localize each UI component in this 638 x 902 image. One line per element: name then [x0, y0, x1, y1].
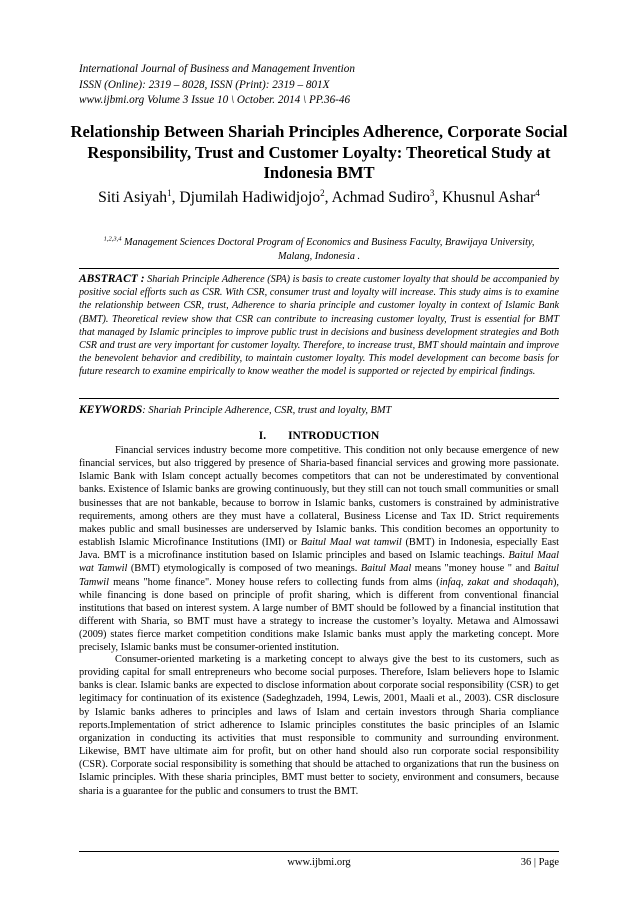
journal-name: International Journal of Business and Management Invention — [79, 63, 355, 75]
italic-term: Baitul Tamwil — [79, 563, 559, 588]
journal-issn: ISSN (Online): 2319 – 8028, ISSN (Print): 2319 – 801X — [79, 78, 330, 91]
author-name: Khusnul Ashar — [442, 189, 536, 206]
text-run: (BMT) in Indonesia, especially East Java. BMT is a microfinance institution based on Islamic principles and based on Islamic teachings. — [79, 537, 559, 562]
text-run: means "money house " and — [411, 563, 534, 575]
divider-rule — [79, 398, 559, 399]
affiliation — [90, 236, 548, 263]
section-title: INTRODUCTION — [288, 430, 380, 442]
abstract-label: ABSTRACT : — [79, 273, 145, 285]
section-number: I. — [258, 430, 267, 442]
text-run: Financial services industry become more competitive. This condition not only because emergence of new financial services, but also triggered by presence of Sharia-based financial services and growing more passionate. Islamic Bank with Islam concept actually becomes competitors that can not be underestimated by conventional banks. Existence of Islamic banks are growing continuously, but they still can not touch small communities or small businesses that are not bankable, because to borrow in Islamic banks, customers is constrained by administrative requirements, among others are they must have a collateral, Business License and Tax ID. Strict requirements makes public and small businesses are underserved by Islamic banks. This condition becomes an opportunity to establish Islamic Microfinance Institutions (IMI) or — [79, 445, 559, 549]
section-heading — [79, 429, 559, 443]
italic-term: Baitul Maal wat Tamwil — [79, 550, 559, 575]
author-sup: 3 — [429, 187, 435, 198]
author-sup: 1 — [167, 187, 172, 198]
text-run: means "home finance". Money house refers to collecting funds from alms ( — [108, 576, 440, 588]
page-number: 36 | Page — [520, 857, 559, 868]
author-name: Achmad Sudiro — [331, 189, 430, 206]
author-sup: 2 — [320, 187, 325, 198]
affiliation-sup: 1,2,3,4 — [103, 235, 122, 243]
italic-term: infaq, zakat and shodaqah — [439, 576, 553, 588]
author-list: Siti Asiyah$^1$, Djumilah Hadiwidjojo$^2$, Achmad Sudiro$^3$, Khusnul Ashar$^4$ — [98, 187, 540, 206]
paper-title: Relationship Between Shariah Principles Adherence, Corporate Social Responsibility, Trust and Customer Loyalty: Theoretical Study at Indonesia BMT — [70, 122, 568, 182]
keywords — [79, 403, 559, 418]
keywords-text: : Shariah Principle Adherence, CSR, trust and loyalty, BMT — [142, 405, 392, 416]
abstract-text: Shariah Principle Adherence (SPA) is basis to create customer loyalty that should be accompanied by positive social efforts such as CSR. With CSR, consumer trust and loyalty will increase. This study aims is to examine the relationship between CSR, trust, Adherence to sharia principle and customer loyalty in context of Islamic Bank (BMT). Theoretical review show that CSR can contribute to increasing customer loyalty, Trust is essential for BMT that managed by Islamic principles to improve public trust in decisions and business development strategies and Both CSR and trust are very important for customer loyalty. Therefore, to increase trust, BMT should maintain and improve the benevolent behavior and credibility, to maintain customer loyalty. This model development can become basis for future research to examine empirically to know weather the model is supported or rejected by empirical findings. — [79, 274, 559, 378]
italic-term: Baitul Maal wat tamwil — [300, 537, 402, 549]
body-paragraph — [79, 653, 559, 798]
abstract — [79, 273, 559, 379]
footer-url[interactable]: www.ijbmi.org — [287, 857, 351, 868]
author-sup: 4 — [535, 187, 540, 198]
text-run: Consumer-oriented marketing is a marketing concept to always give the best to its customers, such as providing capital for small entrepreneurs who become social purposes. Therefore, Islam believers hope to Islamic banks is clear. Islamic banks are expected to disclose information about corporate social responsibility (CSR) to get legitimacy for continuation of its existence (Sadeghzadeh, 1994, Lewis, 2001, Maali et al., 2003). CSR disclosure by Islamic banks adheres to principles and laws of Islam and certain investors through Sharia compliance reports.Implementation of strict adherence to Islamic principles constitutes the basic principles of an Islamic organization in conducting its activities that must responsible to community and surrounding environment. Likewise, BMT have ultimate aim for profit, but on other hand should also run corporate social responsibility (CSR). Corporate social responsibility is something that should be attached to organizations that run the business on Islamic principles. With these sharia principles, BMT must better to society, environment and consumers, because sharia is a guarantee for the public and consumers to trust the BMT. — [79, 654, 559, 797]
journal-header — [79, 62, 559, 109]
body-paragraph — [79, 444, 559, 655]
divider-rule — [79, 268, 559, 269]
author-name: Djumilah Hadiwidjojo — [179, 189, 321, 206]
author-name: Siti Asiyah — [98, 189, 168, 206]
footer-rule — [79, 851, 559, 852]
journal-volume: www.ijbmi.org Volume 3 Issue 10 \ October. 2014 \ PP.36-46 — [79, 94, 351, 106]
affiliation-text: Management Sciences Doctoral Program of Economics and Business Faculty, Brawijaya University, Malang, Indonesia . — [121, 237, 535, 262]
text-run: (BMT) etymologically is composed of two meanings. — [127, 563, 361, 575]
italic-term: Baitul Maal — [360, 563, 412, 575]
text-run: ), while financing is done based on principle of profit sharing, which is different from conventional financial institutions that based on interest system. A large number of BMT should be followed by a financial institution that different with Sharia, so BMT must have a strategy to increase the customer’s loyalty. Metawa and Almossawi (2009) states fierce market competition conditions make Islamic banks must apply the marketing concept. More precisely, Islamic banks must be consumer-oriented institution. — [79, 576, 559, 654]
keywords-label: KEYWORDS — [79, 404, 143, 416]
